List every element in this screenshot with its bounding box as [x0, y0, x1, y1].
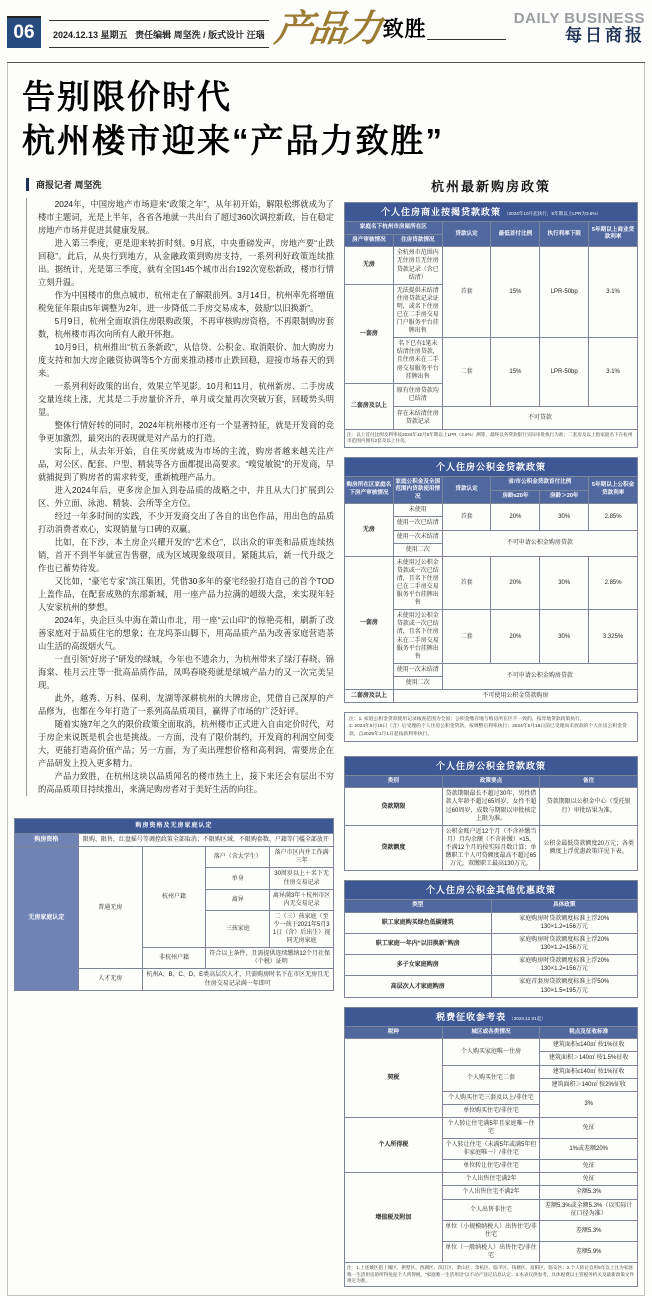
cell: 个人购买家庭唯一住房 — [442, 1039, 540, 1065]
cell: 不可申请公积金购房贷款 — [442, 663, 637, 689]
col-header: 政策要点 — [442, 775, 540, 788]
policy-column — [344, 176, 638, 1287]
cell: 无法提供未结清住房贷款记录证明，或名下住房已在二手房交易门户服务平台挂牌出售 — [393, 284, 442, 338]
bonus-policy: 家庭购房时贷款额度标准上浮20% — [519, 937, 610, 944]
row-label: 职工家庭购买绿色低碳建筑 — [345, 912, 492, 933]
col-header: 住房贷款情况 — [393, 234, 442, 247]
cell: 差额5.3%或全额5.3%（以实际计征口径为准） — [540, 1199, 638, 1220]
col-header: 执行利率下限 — [540, 222, 589, 247]
cell: 个人出售住宅满2年 — [442, 1173, 540, 1186]
table-title: 个人住房公积金其他优惠政策 — [345, 881, 638, 900]
row-label: 职工家庭一年内“以旧换新”购房 — [345, 934, 492, 955]
article-paragraph: 进入2024年后，更多房企加入到卷品质的战略之中，并且从大门扩展到公区、外立面、泳池、精装、会所等全方位。 — [38, 485, 334, 509]
article-paragraph: 随着实施7年之久的限价政策全面取消，杭州楼市正式进入自由定价时代，对于房企来说既是机会也是挑战。一方面，没有了限价制约，开发商的利润空间变大，更能打造高价值产品；另一方面，为了卖出理想价格和高利润，需要房企在产品研发上投入更多精力。 — [38, 719, 334, 769]
article-paragraph: 一直引领“好房子”研发的绿城，今年也不遗余力，为杭州带来了绿汀春晓、锦海棠、桂月云庄等一批高品质作品，凤鸣春晓苑就是绿城产品力的又一次完美呈现。 — [38, 654, 334, 691]
cell: 二（三）孩家庭（至少一孩于2021年5月31日（含）后出生）视同无房家庭 — [270, 910, 334, 947]
article-paragraph: 进入第三季度，更是迎来转折时刻。9月底，中央重磅发声，房地产要“止跌回稳”。此后，从央行到地方，从金融政策到购房支持，一系列利好政策连续推出。据统计，光是第三季度，就有全国145个城市出台192次宽松新政，楼市行情立刻升温。 — [38, 238, 334, 288]
cell: 单身 — [206, 868, 270, 889]
cell: 建筑面积≤140㎡ 按1%征收 — [540, 1039, 638, 1052]
table-title — [345, 203, 638, 222]
bonus-calc: 130×1.5=195万元 — [540, 987, 588, 994]
cell: 30周岁以上＋名下无住房交易记录 — [270, 868, 334, 889]
cell: 未使用 — [393, 504, 442, 517]
cell: 二套 — [442, 610, 491, 664]
cell: 贷款期限最长不超过30年，男性借款人年龄不超过65周岁、女性不超过60周岁，成数与期限以审批核定上限为准。 — [442, 788, 540, 825]
col-header: 5年期以上商业贷款利率 — [589, 222, 638, 247]
cell: 未使用过公积金贷款或一次已结清，且名下住房未在二手房交易服务平台挂牌出售 — [393, 610, 442, 664]
cell: 首套 — [442, 504, 491, 530]
bonus-calc: 130×1.2=156万元 — [540, 945, 588, 952]
table-title-text: 个人住房商业按揭贷款政策 — [380, 207, 501, 218]
article-body — [26, 198, 334, 796]
row-label: 普通无房 — [78, 847, 142, 969]
col-header: 类型 — [345, 900, 492, 913]
cell: 差额5.9% — [540, 1241, 638, 1262]
masthead-chinese: 每日商报 — [565, 26, 645, 47]
cell: 落户（含大学生） — [206, 847, 270, 868]
row-label: 贷款期限 — [345, 788, 443, 825]
table-title — [345, 1007, 638, 1026]
staff-text: 责任编辑 周坚洗 / 版式设计 汪瑙 — [135, 30, 265, 40]
cell: 20% — [491, 610, 540, 664]
cell: 首套 — [442, 556, 491, 610]
cell: 符合以上条件，且需提供连续缴纳12个月社保（个税）证明 — [206, 948, 334, 969]
table-title: 个人住房公积金贷款政策 — [345, 756, 638, 775]
article-column — [14, 176, 334, 1287]
cell — [491, 976, 638, 997]
col-header: 贷款认定 — [442, 476, 491, 504]
cell: 3.1% — [589, 338, 638, 406]
cell: 个人购买住宅二套 — [442, 1065, 540, 1091]
row-label: 二套房及以上 — [345, 690, 394, 703]
col-header: 备注 — [540, 775, 638, 788]
bonus-calc: 130×1.2=156万元 — [540, 966, 588, 973]
cell: 1%或差额20% — [540, 1139, 638, 1160]
row-label: 人才无房 — [78, 969, 142, 990]
cell: 个人出售住宅不满2年 — [442, 1186, 540, 1199]
row-label: 增值税及附加 — [345, 1173, 443, 1263]
article-paragraph: 作为中国楼市的焦点城市，杭州走在了解限前列。3月14日，杭州率先将增值税免征年限由5年调整为2年，进一步降低二手房交易成本，鼓励“以旧换新”。 — [38, 290, 334, 314]
row-label: 二套房及以上 — [345, 383, 394, 429]
row-label: 多子女家庭购房 — [345, 955, 492, 976]
cell: 30% — [540, 556, 589, 610]
cell: 建筑面积≤140㎡ 按1%征收 — [540, 1065, 638, 1078]
col-header: 税种 — [345, 1026, 443, 1039]
commercial-mortgage-table — [344, 202, 638, 447]
spacer — [344, 703, 638, 712]
cell: 个人转让住宅满5年且家庭唯一住宅 — [442, 1117, 540, 1138]
cell: 使用一次未结清 — [393, 663, 442, 676]
cell: 使用二次 — [393, 543, 442, 556]
cell: 全杭州市范围内无住房且无住房贷款记录（含已结清） — [393, 247, 442, 284]
cell: 二套 — [442, 338, 491, 406]
cell: 30% — [540, 504, 589, 530]
col-header: 类别 — [345, 775, 443, 788]
cell: 离异 — [206, 889, 270, 910]
col-header: 房龄≤20年 — [491, 490, 540, 504]
cell: 免征 — [540, 1160, 638, 1173]
cell: 离异满3年＋杭州市区内无交易记录 — [270, 889, 334, 910]
headline-line1: 告别限价时代 — [22, 78, 232, 115]
cell: 原有住房贷款均已结清 — [393, 383, 442, 406]
cell: 不可申请公积金购房贷款 — [442, 530, 637, 556]
column-brand — [271, 6, 427, 50]
cell — [491, 912, 638, 933]
col-header: 家庭公积金及全国范围内贷款使用情况 — [393, 476, 442, 504]
article-paragraph: 2024年，中国房地产市场迎来“政策之年”，从年初开始，解限松绑就成为了楼市主题词，光是上半年，各省各地就一共出台了超过360次调控新政，旨在稳定房地产市场并促进其健康发展。 — [38, 199, 334, 236]
article-paragraph: 产品力致胜，在杭州这块以品质闻名的楼市热土上，接下来还会有层出不穷的高品质项目持续推出，来满足购房者对于美好生活的向往。 — [38, 771, 334, 795]
col-header: 购房所在区家庭名下房产审核情况 — [345, 476, 394, 504]
table-title-note: （2024年10月起执行，5年期以上LPR为3.6%） — [504, 211, 602, 217]
brand-suffix: 致胜 — [382, 18, 427, 42]
cell: 个人购买住宅三套及以上/非住宅 — [442, 1091, 540, 1104]
cell: 不可贷款 — [442, 406, 637, 429]
article-paragraph: 实际上，从去年开始，自住买房就成为市场的主流，购房者越来越关注产品，对公区、配套、户型、精装等各方面都提出高要求。“嗅觉敏锐”的开发商，早就捕捉到了购房者的需求转变，重新梳理产品力。 — [38, 446, 334, 483]
table-title-text: 税费征收参考表 — [436, 1011, 507, 1022]
article-paragraph: 10月9日，杭州推出“杭五条新政”，从信贷、公积金、取消限价、加大购房力度支持和加大房企融资协调等5个方面来推动楼市止跌回稳，迎接市场春天的到来。 — [38, 342, 334, 379]
headline — [22, 75, 638, 162]
cell: 3% — [540, 1091, 638, 1117]
masthead-english: DAILY BUSINESS — [513, 10, 645, 27]
main-columns — [14, 176, 638, 1287]
col-header: 家庭名下杭州市房屋所在区 — [345, 222, 443, 235]
spacer — [344, 448, 638, 457]
cell: 使用一次未结清 — [393, 530, 442, 543]
cell: 3.325% — [589, 610, 638, 664]
cell: 免征 — [540, 1117, 638, 1138]
cell: LPR-50bp — [540, 247, 589, 338]
row-label: 无房家庭认定 — [15, 847, 79, 990]
cell: 个人转让住宅（未满5年或满5年但非家庭唯一）/非住宅 — [442, 1139, 540, 1160]
table-footnote: 注：以上首付比例及利率按2024年12月5年期以上LPR（3.6%）测算，最终以各贷款银行实际审批执行为准；二套房及以上指家庭名下在杭州市范围内拥有2套及以上住房。 — [345, 429, 638, 447]
bonus-policy: 家庭购房时贷款额度标准上浮20% — [519, 958, 610, 965]
fund-note-line: 2. 2024年5月18日（含）后受理的个人住房公积金贷款，按调整后利率执行；2024年5月18日前已受理尚未放款的个人住房公积金贷款，自2025年1月1日起按新利率执行。 — [349, 724, 627, 737]
fund-note-line: 注：1. 家庭公积金贷款使用记录核查范围为全国；公积金缴存地与购房所在区不一致的，按异地贷款政策执行。 — [349, 717, 585, 723]
cell: 未使用过公积金贷款或一次已结清，且名下住房已在二手房交易服务平台挂牌出售 — [393, 556, 442, 610]
table-title: 购房资格及无房家庭认定 — [15, 819, 334, 834]
fund-bonus-table — [344, 880, 638, 997]
article-paragraph: 一系列利好政策的出台，效果立竿见影。10月和11月，杭州新房、二手房成交量连续上涨，尤其是二手房量价齐升，单月成交量再次突破万套，回暖势头明显。 — [38, 381, 334, 418]
spacer — [14, 796, 334, 818]
col-header: 5年期以上公积金贷款利率 — [589, 476, 638, 504]
col-header: 税点及征收标准 — [540, 1026, 638, 1039]
cell: 建筑面积＞140㎡ 按1.5%征收 — [540, 1052, 638, 1065]
tax-reference-table — [344, 1007, 638, 1288]
row-label: 购房资格 — [15, 834, 79, 847]
page-content — [7, 63, 645, 1296]
row-label: 杭州户籍 — [142, 847, 206, 948]
dateline — [49, 20, 269, 48]
table-title: 个人住房公积金贷款政策 — [345, 457, 638, 476]
header-rule — [427, 8, 506, 40]
cell: 全额5.3% — [540, 1186, 638, 1199]
page-number: 06 — [7, 16, 41, 48]
cell: 20% — [491, 504, 540, 530]
article-paragraph: 比如，在下沙，本土房企兴耀开发的“艺术仓”，以出众的审美和品质连续热销，首开不到半年就宣告售罄，成为区域现象级项目。紧随其后，新一代升级之作也已蓄势待发。 — [38, 537, 334, 574]
cell: 20% — [491, 556, 540, 610]
qualification-table — [14, 818, 334, 991]
article-paragraph: 此外，越秀、万科、保利、龙湖等深耕杭州的大牌房企，凭借自己深厚的产品修为，也都在今年打造了一系列高品质项目，赢得了市场的广泛好评。 — [38, 693, 334, 717]
article-paragraph: 又比如，“豪宅专家”滨江集团，凭借30多年的豪宅经验打造自己的首个TOD上盖作品，在配套成熟的东部新城，用一座产品力拉满的超级大盘，来实现年轻人安家杭州的梦想。 — [38, 576, 334, 613]
row-label: 无房 — [345, 504, 394, 556]
col-header: 最低首付比例 — [491, 222, 540, 247]
row-label: 高层次人才家庭购房 — [345, 976, 492, 997]
cell: 3.1% — [589, 247, 638, 338]
article-paragraph: 2024年，央企巨头中海在萧山市北，用一座“云山印”的惊艳亮相，刷新了改善家庭对于品质住宅的想象；在龙坞茶山脚下，用高品质产品为改善家庭营造茶山生活的高级烟火气。 — [38, 615, 334, 652]
cell: 公积金账户近12个月（不含补缴当月）月均余额（不含补缴）×15，不满12个月的按实际月数计算；单缴职工个人可贷额度最高不超过65万元，双缴职工最高130万元。 — [442, 825, 540, 870]
col-header: 具体政策 — [491, 900, 638, 913]
article-paragraph: 经过一年多时间的实践，不少开发商交出了各自的出色作品，用出色的品质打动消费者欢心，实现销量与口碑的双赢。 — [38, 511, 334, 535]
bonus-policy: 家庭首套房贷款额度标准上浮50% — [519, 979, 610, 986]
cell: 名下已有1笔未结清住房贷款，且住房未在二手房交易服务平台挂牌出售 — [393, 338, 442, 383]
col-header: 房产审核情况 — [345, 234, 394, 247]
bonus-policy: 家庭购房时贷款额度标准上浮20% — [519, 915, 610, 922]
cell: 15% — [491, 247, 540, 338]
spacer — [344, 998, 638, 1007]
cell: 个人出售非住宅 — [442, 1199, 540, 1220]
table-footnote: 注：1.上述城区指上城区、拱墅区、西湖区、滨江区、萧山区、余杭区、临平区、钱塘区、富阳区、临安区；2.个人转让自用5年以上且为家庭唯一生活用房的所得免征个人所得税，“家庭唯一生活用房”以不动产登记信息认定；3.本表仅供参考，具体税费以主管税务机关及最新政策文件规定为准。 — [345, 1263, 638, 1287]
spacer — [344, 871, 638, 880]
cell: 建筑面积＞140㎡ 按2%征收 — [540, 1078, 638, 1091]
row-label: 契税 — [345, 1039, 443, 1118]
row-label: 一套房 — [345, 284, 394, 383]
cell: LPR-50bp — [540, 338, 589, 406]
cell: 落户市区内并工作满三年 — [270, 847, 334, 868]
masthead — [514, 10, 645, 47]
table-title-note: （2024.12.01起） — [509, 1015, 546, 1021]
row-label: 贷款额度 — [345, 825, 443, 870]
cell: 杭州A、B、C、D、E类高层次人才，只需购房时名下在市区无房且无住房交易记录满一年即可 — [142, 969, 333, 990]
cell: 单位转让住宅/非住宅 — [442, 1160, 540, 1173]
policy-section-title: 杭州最新购房政策 — [430, 179, 551, 195]
cell: 首套 — [442, 247, 491, 338]
spacer — [344, 742, 638, 756]
page-header — [7, 8, 645, 60]
article-paragraph: 整体行情好转的同时，2024年杭州楼市还有一个显著特征，就是开发商的竞争更加激烈，最突出的表现就是对产品力的打造。 — [38, 420, 334, 444]
row-label: 无房 — [345, 247, 394, 284]
col-header: 省/市公积金贷款首付比例 — [491, 476, 589, 490]
col-header: 城区或各类情况 — [442, 1026, 540, 1039]
cell: 30% — [540, 610, 589, 664]
cell: 三孩家庭 — [206, 910, 270, 947]
cell: 15% — [491, 338, 540, 406]
cell: 限购、限售、红盘摇号等调控政策全部取消；不限购区域、不限购套数、户籍等门槛全部放开 — [78, 834, 333, 847]
brand-calligraphy: 产品力 — [271, 6, 383, 50]
byline: 商报记者 周坚洗 — [26, 178, 334, 191]
fund-detail-table — [344, 756, 638, 872]
fund-loan-table — [344, 457, 638, 704]
row-label: 非杭州户籍 — [142, 948, 206, 969]
cell: 使用一次已结清 — [393, 517, 442, 530]
cell: 免征 — [540, 1173, 638, 1186]
cell: 存在未结清住房贷款记录 — [393, 406, 442, 429]
cell: 公积金最低贷款额度20万元；各类额度上浮优惠政策详见下表。 — [540, 825, 638, 870]
cell: 使用二次 — [393, 676, 442, 689]
col-header: 贷款认定 — [442, 222, 491, 247]
cell: 单位购买住宅/非住宅 — [442, 1104, 540, 1117]
fund-note-box — [344, 712, 638, 742]
cell — [491, 955, 638, 976]
cell: 不可使用公积金贷款购房 — [393, 690, 637, 703]
cell: 2.85% — [589, 556, 638, 610]
article-paragraph: 5月9日，杭州全面取消住房限购政策，不再审核购房资格，不再限制购房套数，杭州楼市再次向所有人敞开怀抱。 — [38, 316, 334, 340]
bonus-calc: 130×1.2=156万元 — [540, 924, 588, 931]
col-header: 房龄＞20年 — [540, 490, 589, 504]
row-label: 个人所得税 — [345, 1117, 443, 1172]
headline-line2: 杭州楼市迎来“产品力致胜” — [22, 121, 444, 159]
cell — [491, 934, 638, 955]
cell: 差额5.3% — [540, 1220, 638, 1241]
cell: 单位（一般纳税人）出售住宅/非住宅 — [442, 1241, 540, 1262]
cell: 2.85% — [589, 504, 638, 530]
cell: 贷款期限以公积金中心（受托银行）审批结果为准。 — [540, 788, 638, 825]
date-text: 2024.12.13 星期五 — [53, 30, 128, 40]
row-label: 一套房 — [345, 556, 394, 689]
cell: 单位（小规模纳税人）出售住宅/非住宅 — [442, 1220, 540, 1241]
